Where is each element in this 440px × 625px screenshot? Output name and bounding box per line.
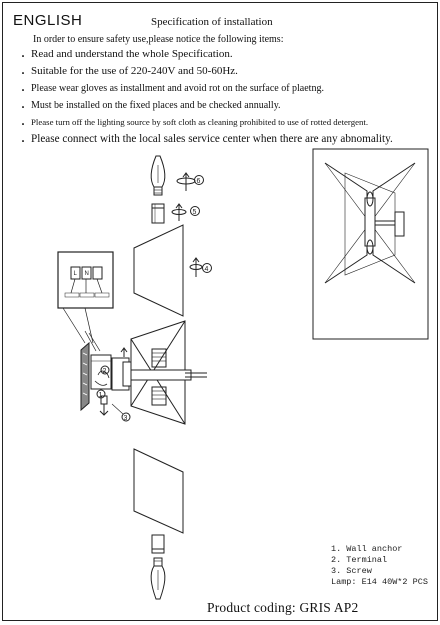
callout-4-label: 4 [204, 266, 209, 273]
page-title: Specification of installation [151, 16, 273, 28]
list-item: . Read and understand the whole Specification. [15, 46, 393, 61]
callout-1-label: 1 [98, 392, 103, 399]
bowtie-shade-assembly [131, 321, 207, 424]
safety-intro: In order to ensure safety use,please notice the following items: [33, 34, 284, 45]
wall-plate [112, 348, 131, 390]
legend-item: 2. Terminal [331, 555, 388, 565]
parts-legend [331, 544, 428, 588]
callout-5-label: 5 [192, 209, 197, 216]
callout-6-label: 6 [196, 178, 201, 185]
installation-diagram [3, 3, 439, 622]
rotate-arrow-icon [177, 173, 195, 191]
list-item: . Suitable for the use of 220-240V and 50-60Hz. [15, 63, 393, 78]
instruction-sheet [2, 2, 438, 621]
list-item: . Please wear gloves as installment and avoid rot on the surface of plaetng. [15, 80, 393, 95]
bullet: . [21, 114, 25, 128]
top-socket [152, 204, 164, 223]
wall-mount-detail [81, 331, 111, 415]
bullet: . [21, 46, 25, 60]
callout-3-label: 3 [123, 415, 128, 422]
list-item: . Must be installed on the fixed places and be checked annually. [15, 97, 393, 112]
bottom-shade [134, 449, 183, 533]
bottom-bulb-icon [151, 558, 165, 599]
top-bulb-icon [151, 156, 165, 195]
bullet: . [21, 63, 25, 77]
bullet: . [21, 97, 25, 111]
list-item: . Please turn off the lighting source by soft cloth as cleaning prohibited to use of rotted detergent. [15, 114, 393, 129]
legend-lamp: Lamp: E14 40W*2 PCS [331, 577, 428, 587]
top-shade [134, 225, 183, 316]
legend-item: 1. Wall anchor [331, 544, 403, 554]
bottom-socket [152, 535, 164, 553]
terminal-label-l: L [73, 271, 77, 277]
terminal-label-n: N [84, 271, 89, 277]
list-item: . Please connect with the local sales service center when there are any abnomality. [15, 131, 393, 146]
assembled-fixture-preview [313, 149, 428, 339]
callout-2-label: 2 [102, 368, 107, 375]
bullet: . [21, 131, 25, 145]
legend-item: 3. Screw [331, 566, 372, 576]
language-heading: ENGLISH [13, 12, 83, 29]
rotate-arrow-icon [172, 204, 186, 221]
product-coding: Product coding: GRIS AP2 [207, 600, 359, 615]
rotate-arrow-icon [190, 258, 202, 277]
bullet: . [21, 80, 25, 94]
terminal-block-inset [58, 252, 113, 343]
